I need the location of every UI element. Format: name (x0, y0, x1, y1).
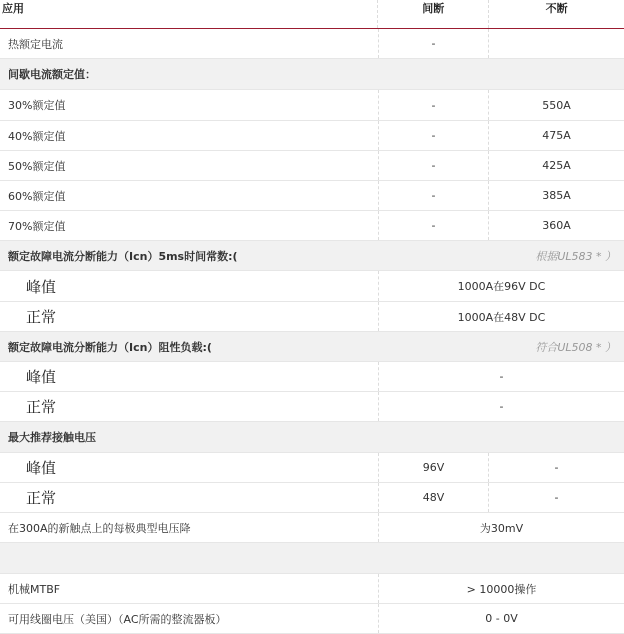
row-value: 为30mV (479, 521, 524, 535)
section-breaking-5ms (0, 241, 624, 271)
row-value: 1000A在48V DC (457, 310, 546, 324)
header-continuous: 不断 (545, 2, 568, 15)
row-intermittent: - (379, 151, 489, 180)
row-continuous: 360A (542, 219, 571, 232)
row-label: 70%额定值 (0, 211, 379, 240)
row-value: 1000A在96V DC (457, 280, 546, 293)
table-row (0, 151, 624, 181)
section-intermittent (0, 59, 624, 90)
row-label: 50%额定值 (0, 151, 379, 180)
row-label: 峰值 (0, 362, 379, 391)
row-label: 机械MTBF (0, 574, 379, 603)
row-label: 可用线圈电压（美国）（AC所需的整流器板） (0, 604, 379, 633)
row-label: 在300A的新触点上的每极典型电压降 (0, 513, 379, 542)
row-label: 正常 (0, 483, 379, 512)
row-label: 60%额定值 (0, 181, 379, 210)
table-row (0, 121, 624, 151)
section-note: 根据UL583 * ） (535, 249, 616, 263)
row-intermittent: - (379, 211, 489, 240)
row-intermittent: 48V (379, 483, 489, 512)
table-row (0, 211, 624, 241)
table-row-peak (0, 362, 624, 392)
table-row-voltage-drop (0, 513, 624, 543)
section-title: 额定故障电流分断能力（Icn）阻性负载:( (8, 340, 212, 354)
row-value: - (499, 370, 504, 383)
row-value: - (499, 400, 504, 413)
table-header (0, 0, 624, 29)
row-label: 峰值 (0, 453, 379, 482)
table-row (0, 181, 624, 211)
header-intermittent: 间断 (378, 0, 489, 28)
row-intermittent: 96V (379, 453, 489, 482)
section-note: 符合UL508 * ） (535, 340, 616, 354)
table-row-mtbf (0, 574, 624, 604)
table-row-normal (0, 483, 624, 513)
row-continuous: - (554, 461, 559, 474)
section-max-voltage (0, 422, 624, 453)
row-intermittent: - (379, 29, 489, 58)
table-row-peak (0, 453, 624, 483)
row-continuous (489, 29, 624, 58)
header-application: 应用 (0, 0, 378, 28)
row-continuous: 550A (542, 98, 571, 112)
row-continuous: 425A (542, 159, 571, 172)
section-title: 间歇电流额定值： (8, 68, 96, 81)
table-row-normal (0, 302, 624, 332)
row-continuous: 475A (542, 129, 571, 142)
row-intermittent: - (379, 181, 489, 210)
table-row-thermal (0, 29, 624, 59)
row-label: 正常 (0, 392, 379, 421)
section-title: 额定故障电流分断能力（Icn）5ms时间常数:( (8, 249, 238, 263)
table-row-empty (0, 543, 624, 574)
row-label: 热额定电流 (0, 29, 379, 58)
row-continuous: - (554, 491, 559, 504)
table-row-normal (0, 392, 624, 422)
row-value: 0 - 0V (485, 612, 518, 625)
row-label: 30%额定值 (0, 90, 379, 120)
row-value: > 10000操作 (466, 582, 537, 596)
row-label: 峰值 (0, 271, 379, 301)
section-breaking-resistive (0, 332, 624, 362)
row-label: 40%额定值 (0, 121, 379, 150)
section-title: 最大推荐接触电压 (8, 431, 96, 444)
table-row-coil (0, 604, 624, 634)
row-intermittent: - (379, 121, 489, 150)
row-continuous: 385A (542, 189, 571, 202)
row-intermittent: - (379, 90, 489, 120)
table-row-peak (0, 271, 624, 302)
table-row (0, 90, 624, 121)
row-label: 正常 (0, 302, 379, 331)
